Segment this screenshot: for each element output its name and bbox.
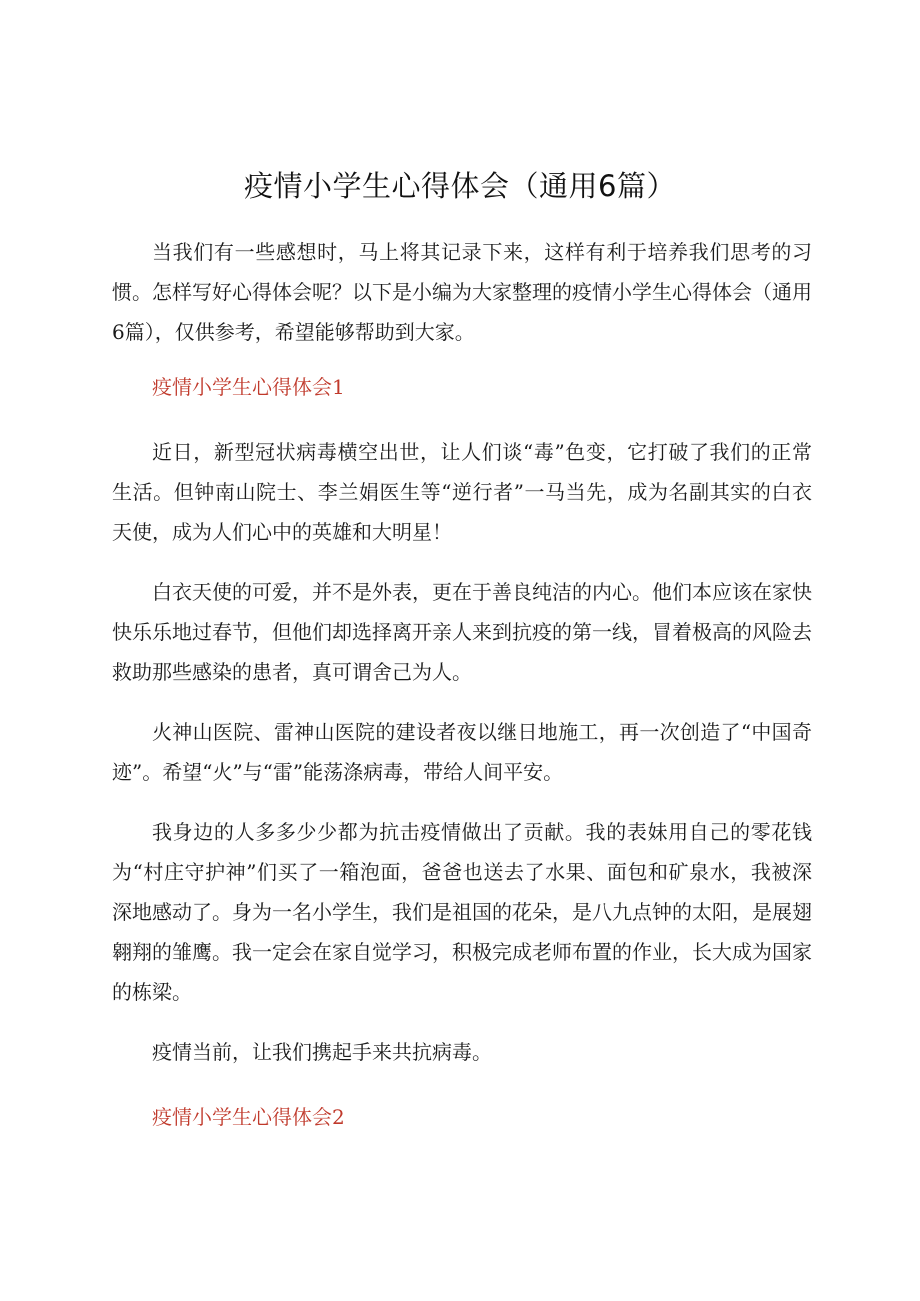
section-1-paragraph-2: 白衣天使的可爱，并不是外表，更在于善良纯洁的内心。他们本应该在家快快乐乐地过春节，但他们却选择离开亲人来到抗疫的第一线，冒着极高的风险去救助那些感染的患者，真可谓舍己为人。 [112,580,812,684]
document-title: 疫情小学生心得体会（通用6篇） [244,169,676,203]
section-1-paragraph-5: 疫情当前，让我们携起手来共抗病毒。 [152,1040,492,1064]
section-heading-1: 疫情小学生心得体会1 [152,375,345,399]
document-body [112,232,812,1162]
section-1-paragraph-1: 近日，新型冠状病毒横空出世，让人们谈“毒”色变，它打破了我们的正常生活。但钟南山院士、李兰娟医生等“逆行者”一马当先，成为名副其实的白衣天使，成为人们心中的英雄和大明星！ [112,440,812,544]
section-1-paragraph-4: 我身边的人多多少少都为抗击疫情做出了贡献。我的表妹用自己的零花钱为“村庄守护神”们买了一箱泡面，爸爸也送去了水果、面包和矿泉水，我被深深地感动了。身为一名小学生，我们是祖国的花朵，是八九点钟的太阳，是展翅翱翔的雏鹰。我一定会在家自觉学习，积极完成老师布置的作业，长大成为国家的栋梁。 [112,820,812,1004]
section-1-paragraph-3: 火神山医院、雷神山医院的建设者夜以继日地施工，再一次创造了“中国奇迹”。希望“火”与“雷”能荡涤病毒，带给人间平安。 [112,720,812,784]
section-heading-2: 疫情小学生心得体会2 [152,1105,345,1129]
intro-paragraph: 当我们有一些感想时，马上将其记录下来，这样有利于培养我们思考的习惯。怎样写好心得体会呢？以下是小编为大家整理的疫情小学生心得体会（通用6篇），仅供参考，希望能够帮助到大家。 [112,240,812,344]
